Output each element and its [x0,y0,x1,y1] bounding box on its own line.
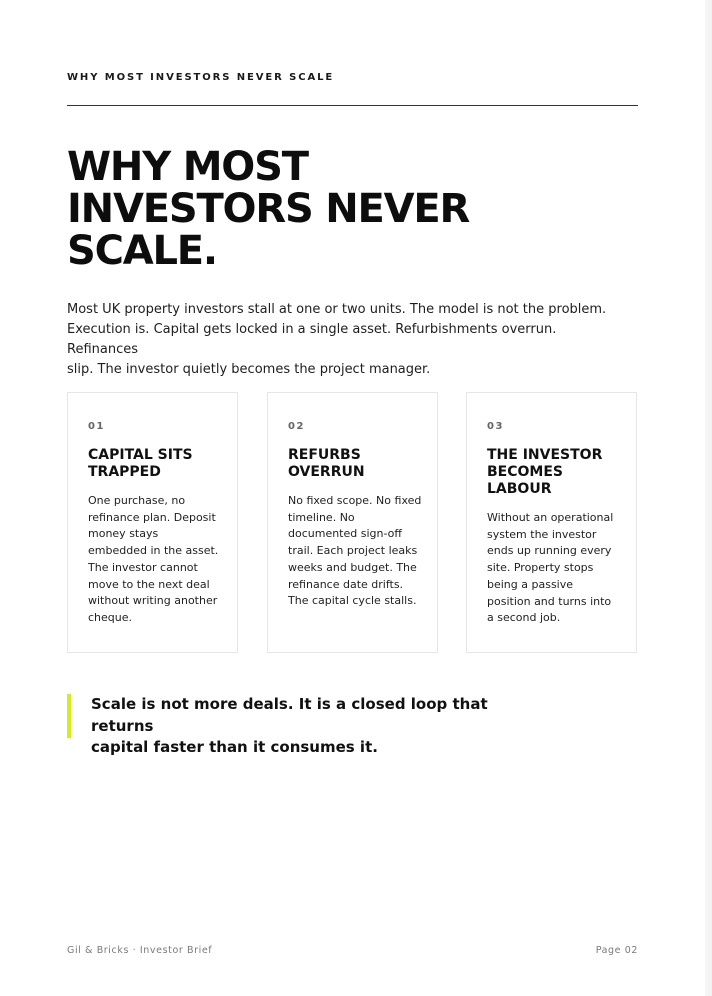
card-body-line: Without an operational [487,511,614,524]
intro-line: Most UK property investors stall at one or two units. The model is not the problem. [67,302,607,317]
card-title-line: OVERRUN [288,464,365,480]
card-title-line: CAPITAL SITS [88,447,193,463]
card-body [288,493,423,610]
card-title-line: BECOMES [487,464,563,480]
pull-quote-line: capital faster than it consumes it. [91,738,378,756]
card-body-line: The investor cannot [88,560,198,574]
card-body [487,510,622,627]
problem-card-labour [466,392,637,653]
card-body-line: ends up running every [487,544,612,558]
header-divider [67,105,638,106]
card-body-line: weeks and budget. The [288,560,417,574]
page-title-line: INVESTORS NEVER [67,186,470,232]
card-body-line: One purchase, no [88,494,186,507]
card-title-line: LABOUR [487,481,552,497]
intro-line: slip. The investor quietly becomes the project manager. [67,362,431,377]
quote-accent-bar [67,694,71,738]
problem-card-capital [67,392,238,653]
section-eyebrow: WHY MOST INVESTORS NEVER SCALE [67,72,335,83]
card-body-line: No fixed scope. No fixed [288,494,422,507]
intro-line: Execution is. Capital gets locked in a single asset. Refurbishments overrun. Refinances [67,322,557,357]
card-body-line: The capital cycle stalls. [288,594,417,608]
card-body-line: documented sign-off [288,527,402,541]
card-title [288,447,428,481]
card-body-line: move to the next deal [88,577,210,591]
page-title-line: WHY MOST [67,144,308,190]
card-body-line: trail. Each project leaks [288,544,418,558]
problem-card-refurbs [267,392,438,653]
card-body [88,493,223,627]
card-body-line: being a passive [487,577,574,591]
pull-quote-line: Scale is not more deals. It is a closed loop that returns [91,695,488,735]
card-body-line: refinance plan. Deposit [88,510,216,524]
card-number: 03 [487,421,504,432]
card-body-line: a second job. [487,611,561,625]
card-title-line: TRAPPED [88,464,161,480]
card-body-line: timeline. No [288,510,355,524]
card-body-line: refinance date drifts. [288,577,404,591]
card-body-line: without writing another [88,594,218,608]
card-body-line: position and turns into [487,594,612,608]
card-number: 01 [88,421,105,432]
pull-quote [91,694,541,759]
card-number: 02 [288,421,305,432]
card-title-line: THE INVESTOR [487,447,603,463]
page-title [67,146,567,272]
card-body-line: system the investor [487,527,597,541]
card-title [88,447,228,481]
card-title-line: REFURBS [288,447,361,463]
card-body-line: money stays [88,527,159,541]
page-title-line: SCALE. [67,228,217,274]
page-number: Page 02 [595,945,638,956]
card-body-line: embedded in the asset. [88,544,219,558]
card-body-line: site. Property stops [487,561,594,575]
card-title [487,447,627,498]
footer-brand: Gil & Bricks · Investor Brief [67,945,213,956]
card-body-line: cheque. [88,610,133,624]
intro-paragraph [67,300,612,380]
